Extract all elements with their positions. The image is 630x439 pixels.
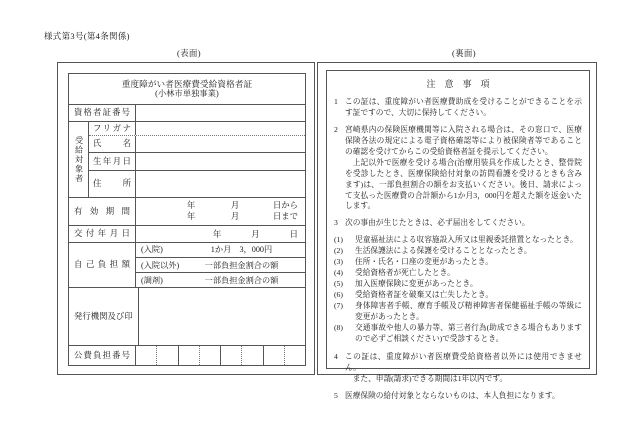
issue-date-value[interactable] [136, 226, 305, 242]
form-number: 様式第3号(第4条関係) [44, 31, 130, 41]
note-paragraph: 医療保険の給付対象とならないものは、本人負担になります。 [345, 390, 560, 400]
furigana-label: フリガナ [89, 122, 136, 135]
subitem-text: 住所・氏名・口座の変更があったとき。 [355, 257, 493, 267]
issuer-label: 発行機関及び印 [69, 288, 139, 345]
name-label: 氏名 [89, 136, 136, 152]
self-burden-label: 自己負担額 [69, 243, 136, 288]
issue-date-label: 交付年月日 [69, 226, 136, 242]
note-3-subitem [334, 268, 582, 279]
issue-date-day: 日 [289, 229, 298, 239]
subitem-text: 交通事故や他人の暴力等、第三者行為(助成できる場合もありますので必ずご相談ください)で受診するとき。 [355, 322, 582, 343]
subitem-text: 身体障害者手帳、療育手帳及び精神障害者保健福祉手帳の等級に変更があったとき。 [355, 300, 582, 321]
note-paragraph: この証は、重度障がい者医療費受給資格者以外には使用できません。 [345, 351, 582, 372]
public-expense-cell[interactable] [136, 346, 157, 365]
note-number-3: 3 [334, 218, 338, 228]
burden-row-inpatient [136, 243, 305, 258]
burden-kind-inpatient: (入院) [141, 245, 163, 255]
public-expense-cell[interactable] [264, 346, 285, 365]
public-expense-cell[interactable] [200, 346, 221, 365]
note-3-subitem [334, 279, 582, 290]
burden-kind-dispensing: (調剤) [141, 275, 163, 285]
public-expense-cell[interactable] [221, 346, 242, 365]
note-body-3 [345, 218, 582, 229]
validity-period-line-to [136, 211, 298, 222]
note-body-1 [345, 97, 582, 119]
issue-date-month: 月 [251, 229, 260, 239]
note-body-5 [345, 391, 582, 402]
note-item-1 [334, 97, 582, 119]
subitem-number: (7) [334, 300, 343, 310]
public-expense-cell[interactable] [242, 346, 263, 365]
subitem-number: (8) [334, 322, 343, 332]
subitem-number: (3) [334, 257, 343, 267]
recipient-rows [89, 122, 305, 197]
back-side-caption: (裏面) [452, 48, 476, 58]
public-expense-cell[interactable] [285, 346, 305, 365]
public-expense-cell[interactable] [157, 346, 178, 365]
validity-period-row [69, 198, 305, 226]
burden-kind-outpatient: (入院以外) [141, 260, 180, 270]
subitem-number: (5) [334, 279, 343, 289]
name-value[interactable] [136, 136, 305, 152]
issue-date-year: 年 [212, 229, 222, 239]
note-3-subitem [334, 246, 582, 257]
notes-title: 注意事項 [426, 79, 499, 89]
recipient-row-birthdate [89, 153, 305, 172]
subitem-text: 加入医療保険に変更があったとき。 [355, 279, 478, 289]
validity-from-day: 日から [272, 200, 298, 210]
issue-date-row [69, 226, 305, 243]
issuer-value[interactable] [139, 288, 305, 345]
subitem-text: 受給資格者が死亡したとき。 [355, 268, 455, 278]
certificate-number-row [69, 105, 305, 122]
recipient-block [69, 122, 305, 198]
subitem-number: (6) [334, 290, 343, 299]
burden-amount-outpatient: 一部負担金割合の額 [204, 260, 279, 270]
validity-period-label: 有効期間 [69, 198, 136, 225]
burden-row-dispensing [136, 273, 305, 287]
note-3-subitem [334, 235, 582, 246]
birthdate-label: 生年月日 [89, 153, 136, 171]
address-value[interactable] [136, 171, 305, 197]
validity-from-month: 月 [230, 200, 240, 210]
recipient-vertical-label: 受給対象者 [69, 122, 89, 197]
note-paragraph: また、申請(請求)できる期間は1年以内です。 [352, 373, 508, 383]
note-item-5 [334, 391, 582, 402]
subitem-number: (4) [334, 268, 343, 278]
validity-to-month: 月 [230, 212, 240, 222]
validity-to-day: 日まで [272, 212, 298, 222]
note-3-subitem [334, 301, 582, 323]
public-expense-row [69, 346, 305, 365]
issuer-row [69, 288, 305, 346]
subitem-number: (1) [334, 235, 343, 245]
recipient-row-name [89, 136, 305, 153]
note-body-4 [345, 352, 582, 385]
furigana-value[interactable] [136, 122, 305, 135]
subitem-text: 受給資格者証を破棄又は亡失したとき。 [355, 290, 494, 299]
public-expense-cells [136, 346, 305, 365]
back-panel [317, 62, 597, 400]
address-label: 住所 [89, 171, 136, 197]
birthdate-value[interactable] [136, 153, 305, 171]
note-paragraph: 上記以外で医療を受ける場合(治療用装具を作成したとき、整骨院を受診したとき、医療保険給付対象の訪問看護を受けるときも含みます)は、一部負担割合の額をお支払いください。後日、請求によって支払った医療費の合計額から1か月3，000円を超えた額を返金いたします。 [345, 157, 582, 211]
note-number-5: 5 [334, 390, 338, 400]
note-3-subitem [334, 257, 582, 268]
note-3-subitem [334, 290, 582, 301]
burden-row-outpatient [136, 258, 305, 273]
subitem-text: 生活保護法による保護を受けることとなったとき。 [355, 246, 532, 256]
notes-box [326, 70, 590, 400]
burden-amount-inpatient: 1か月 3，000円 [210, 245, 273, 255]
front-side-caption: (表面) [177, 48, 201, 58]
validity-to-year: 年 [186, 212, 196, 222]
certificate-card [68, 73, 306, 366]
burden-amount-dispensing: 一部負担金割合の額 [204, 275, 279, 285]
note-item-4 [334, 352, 582, 385]
note-body-2 [345, 125, 582, 213]
note-3-subitem [334, 323, 582, 345]
validity-from-year: 年 [186, 200, 196, 210]
card-title [69, 74, 305, 105]
note-number-4: 4 [334, 351, 338, 361]
front-panel [57, 62, 315, 375]
note-paragraph: 宮崎県内の保険医療機関等に入院される場合は、その窓口で、医療保険各法の規定による電子資格確認等により被保険者等であることの確認を受けてからこの受給資格者証を提示してください。 [345, 124, 582, 156]
note-item-2 [334, 125, 582, 213]
card-title-line2: (小林市単独事業) [155, 89, 219, 99]
subitem-number: (2) [334, 246, 343, 256]
self-burden-block [69, 243, 305, 289]
subitem-text: 児童福祉法による収容施設入所又は里親委託措置となったとき。 [355, 235, 578, 245]
note-number-1: 1 [334, 97, 338, 106]
recipient-row-address [89, 171, 305, 197]
public-expense-cell[interactable] [179, 346, 200, 365]
validity-period-value[interactable] [136, 198, 305, 225]
note-paragraph: この証は、重度障がい者医療費助成を受けることができることを示す証ですので、大切に保持してください。 [345, 97, 582, 117]
public-expense-label: 公費負担番号 [69, 346, 136, 365]
validity-period-line-from [136, 200, 298, 211]
note-number-2: 2 [334, 124, 338, 134]
card-title-line1: 重度障がい者医療費受給資格者証 [121, 79, 253, 90]
note-3-sublist [334, 235, 582, 344]
certificate-number-label: 資格者証番号 [69, 105, 136, 121]
self-burden-rows [136, 243, 305, 288]
recipient-row-furigana [89, 122, 305, 136]
certificate-number-value[interactable] [136, 105, 305, 121]
note-paragraph: 次の事由が生じたときは、必ず届出をしてください。 [345, 218, 530, 228]
note-item-3 [334, 218, 582, 229]
